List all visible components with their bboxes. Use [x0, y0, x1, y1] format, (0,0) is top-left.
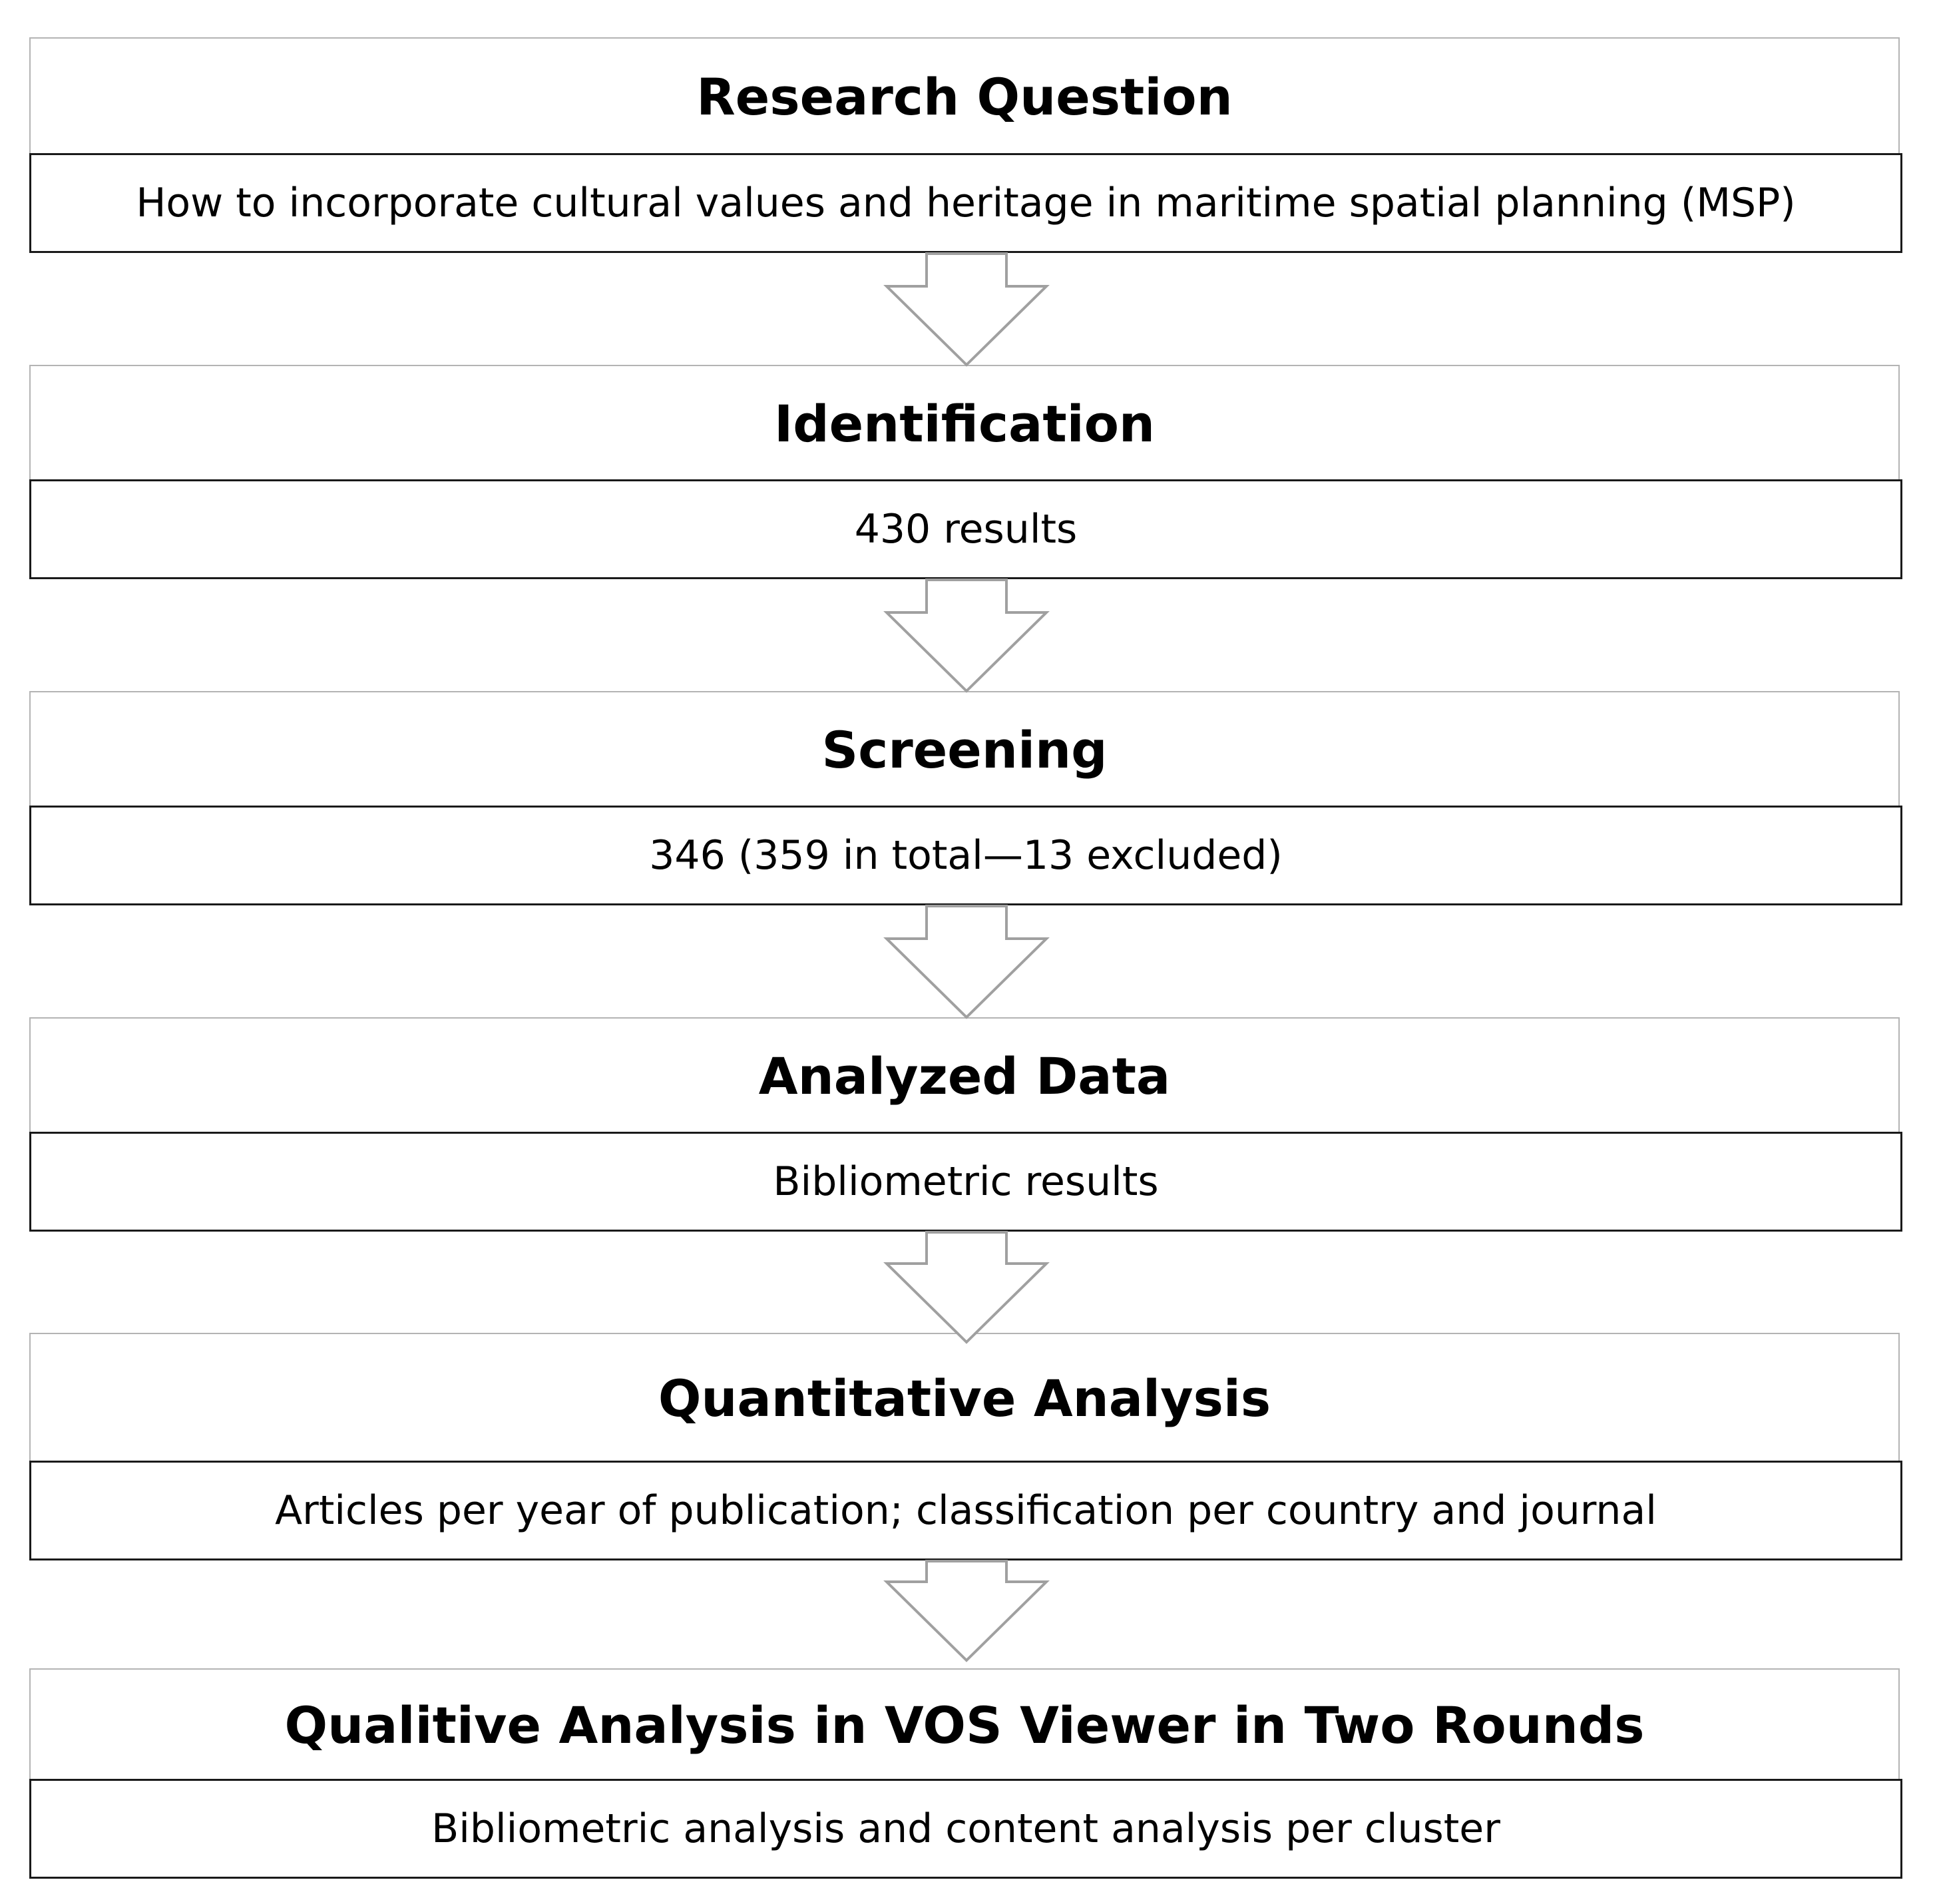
down-arrow-icon [887, 906, 1046, 1017]
step-analyzed-data-header [29, 1017, 1900, 1133]
step-title: Quantitative Analysis [658, 1368, 1271, 1428]
step-detail: 346 (359 in total—13 excluded) [649, 832, 1283, 879]
step-research-question-detail [29, 153, 1902, 253]
step-detail: Bibliometric analysis and content analysis per cluster [431, 1805, 1500, 1852]
step-identification-header [29, 365, 1900, 481]
down-arrow-icon [887, 580, 1046, 691]
step-title: Qualitive Analysis in VOS Viewer in Two Rounds [284, 1695, 1645, 1755]
down-arrow-icon [887, 1232, 1046, 1342]
step-title: Research Question [696, 67, 1233, 126]
step-screening-detail [29, 806, 1902, 905]
step-identification-detail [29, 479, 1902, 579]
step-detail: 430 results [854, 506, 1078, 553]
step-detail: Bibliometric results [773, 1158, 1159, 1205]
step-title: Identification [773, 393, 1156, 453]
down-arrow-icon [887, 1561, 1046, 1660]
step-detail: How to incorporate cultural values and heritage in maritime spatial planning (MSP) [136, 180, 1796, 226]
step-qualitive-analysis-header [29, 1668, 1900, 1780]
step-qualitive-analysis-detail [29, 1779, 1902, 1879]
step-quantitative-analysis-header [29, 1333, 1900, 1462]
step-detail: Articles per year of publication; classification per country and journal [275, 1487, 1657, 1534]
step-title: Analyzed Data [758, 1046, 1171, 1106]
step-quantitative-analysis-detail [29, 1461, 1902, 1560]
step-screening-header [29, 691, 1900, 807]
step-analyzed-data-detail [29, 1132, 1902, 1232]
step-title: Screening [821, 720, 1108, 780]
step-research-question-header [29, 37, 1900, 154]
down-arrow-icon [887, 254, 1046, 365]
